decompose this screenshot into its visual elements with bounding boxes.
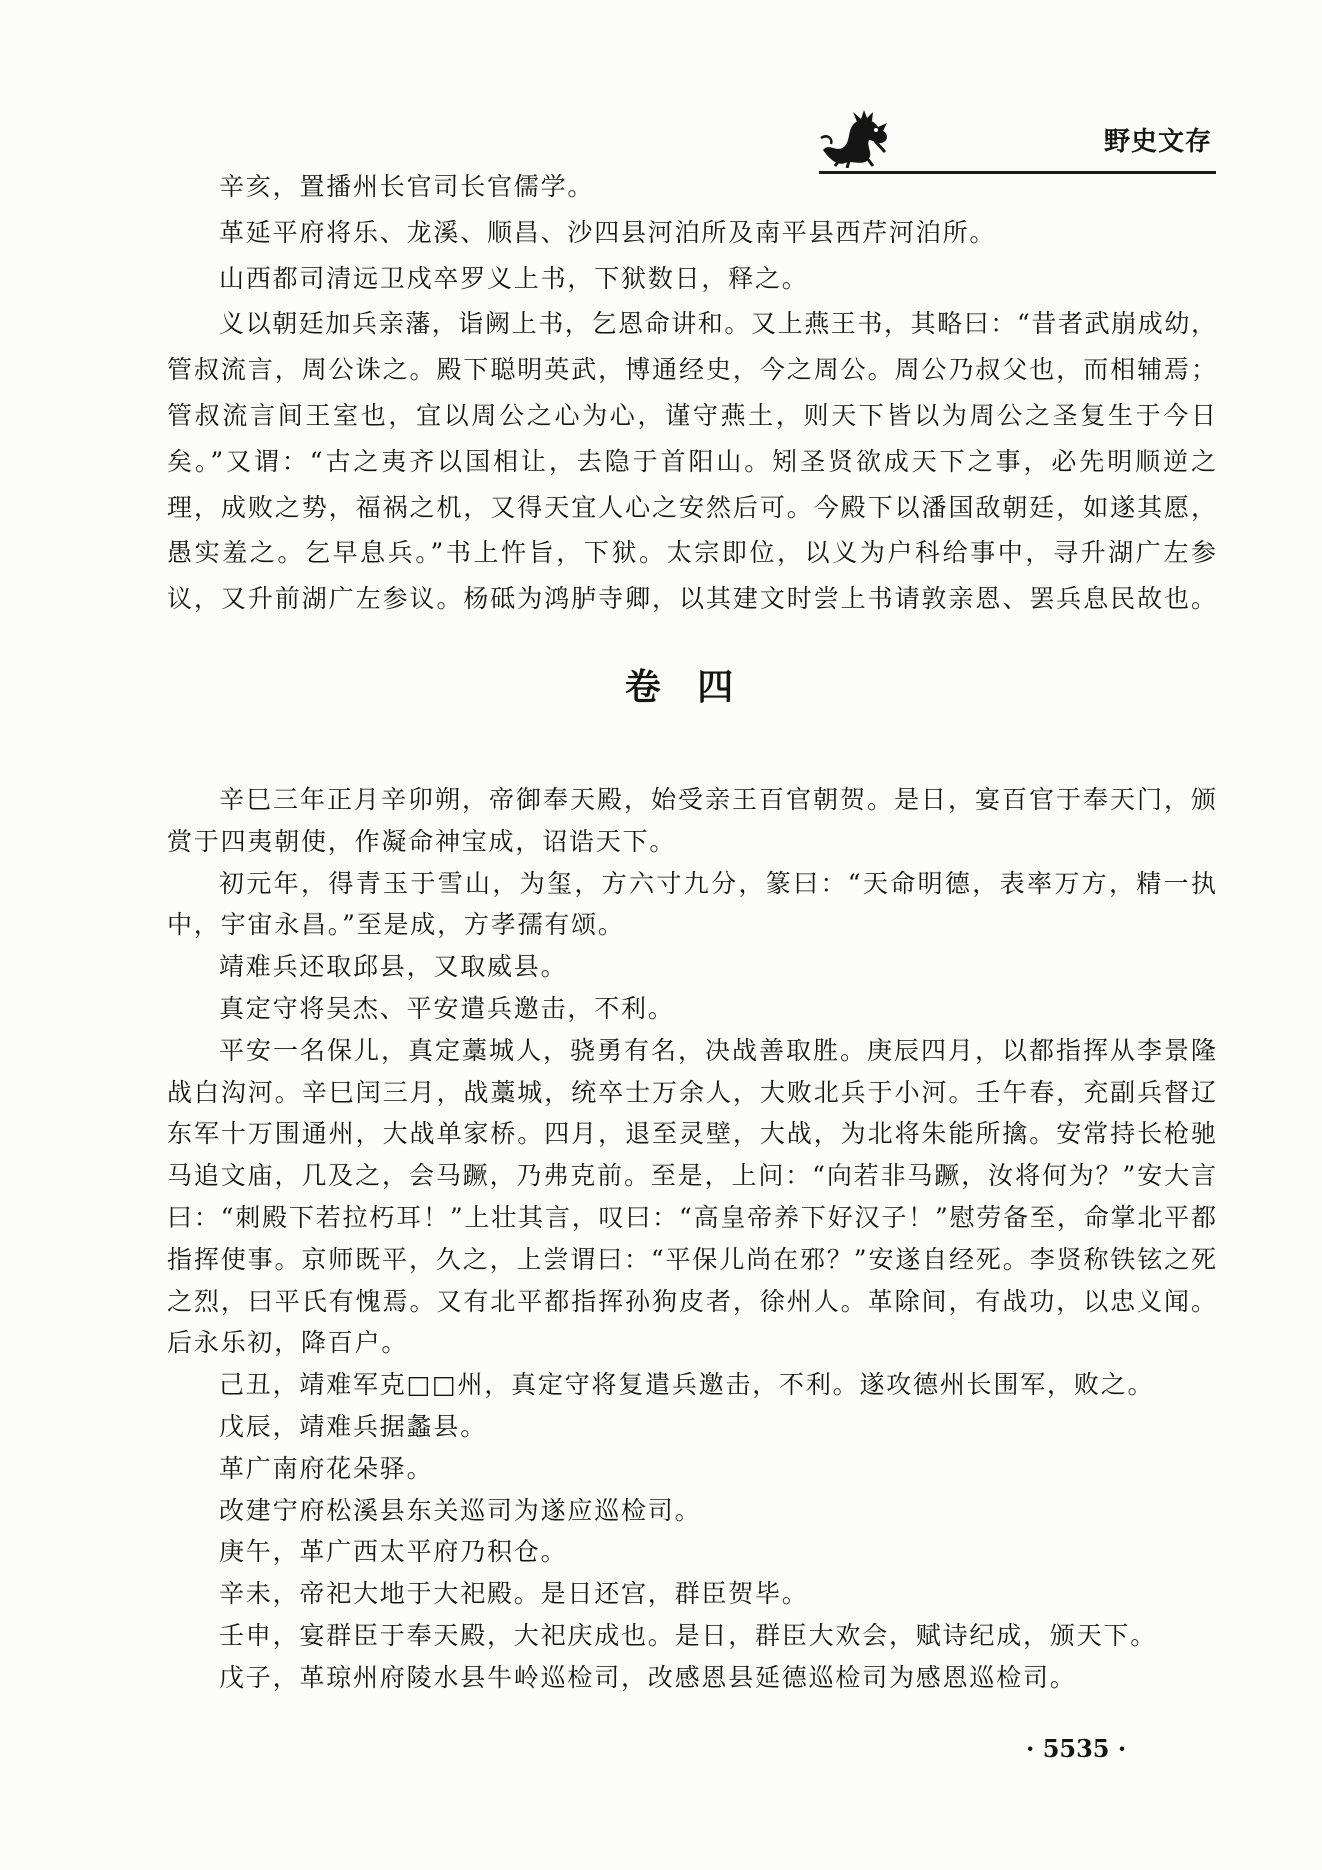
paragraph bbox=[167, 779, 1216, 863]
text-line: 革延平府将乐、龙溪、顺昌、沙四县河泊所及南平县西芹河泊所。 bbox=[219, 217, 997, 247]
text-line: 指挥使事。京师既平，久之，上尝谓曰：“平保儿尚在邪？”安遂自经死。李贤称铁铉之死 bbox=[167, 1244, 1216, 1274]
text-line: 矣。”又谓：“古之夷齐以国相让，去隐于首阳山。矧圣贤欲成天下之事，必先明顺逆之 bbox=[167, 446, 1216, 476]
text-line: 壬申，宴群臣于奉天殿，大祀庆成也。是日，群臣大欢会，赋诗纪成，颁天下。 bbox=[219, 1620, 1158, 1650]
text-line: 革广南府花朵驿。 bbox=[219, 1453, 434, 1483]
running-title: 野史文存 bbox=[1104, 127, 1213, 157]
text-line: 赏于四夷朝使，作凝命神宝成，诏诰天下。 bbox=[167, 826, 677, 856]
text-line: 愚实羞之。乞早息兵。”书上忤旨，下狱。太宗即位，以义为户科给事中，寻升湖广左参 bbox=[167, 538, 1216, 568]
paragraph bbox=[167, 1448, 1216, 1490]
paragraph bbox=[167, 1406, 1216, 1448]
paragraph bbox=[167, 1364, 1216, 1406]
paragraph bbox=[167, 988, 1216, 1030]
text-line: 义以朝廷加兵亲藩，诣阙上书，乞恩命讲和。又上燕王书，其略曰：“昔者武崩成幼， bbox=[219, 309, 1216, 339]
paragraph bbox=[167, 946, 1216, 988]
text-line: 庚午，革广西太平府乃积仓。 bbox=[219, 1537, 568, 1567]
text-line: 己丑，靖难军克□□州，真定守将复遣兵邀击，不利。遂攻德州长围军，败之。 bbox=[219, 1370, 1155, 1400]
text-line: 靖难兵还取邱县，又取威县。 bbox=[219, 952, 568, 982]
paragraph bbox=[167, 256, 1216, 302]
text-line: 马追文庙，几及之，会马蹶，乃弗克前。至是，上问：“向若非马蹶，汝将何为？”安大言 bbox=[167, 1161, 1216, 1191]
text-line: 理，成败之势，福祸之机，又得天宜人心之安然后可。今殿下以潘国敌朝廷，如遂其愿， bbox=[167, 492, 1216, 522]
text-line: 戊辰，靖难兵据蠡县。 bbox=[219, 1411, 488, 1441]
text-line: 曰：“刺殿下若拉朽耳！”上壮其言，叹曰：“高皇帝养下好汉子！”慰劳备至，命掌北平都 bbox=[167, 1202, 1216, 1232]
text-line: 辛巳三年正月辛卯朔，帝御奉天殿，始受亲王百官朝贺。是日，宴百官于奉天门，颁 bbox=[219, 785, 1216, 814]
paragraph bbox=[167, 1490, 1216, 1532]
text-line: 改建宁府松溪县东关巡司为遂应巡检司。 bbox=[219, 1495, 702, 1525]
paragraph bbox=[167, 863, 1216, 947]
text-line: 之烈，曰平氏有愧焉。又有北平都指挥孙狗皮者，徐州人。革除间，有战功，以忠义闻。 bbox=[167, 1286, 1216, 1316]
paragraph bbox=[167, 164, 1216, 210]
paragraph bbox=[167, 1531, 1216, 1573]
text-line: 东军十万围通州，大战单家桥。四月，退至灵壁，大战，为北将朱能所擒。安常持长枪驰 bbox=[167, 1119, 1216, 1149]
paragraph bbox=[167, 1615, 1216, 1657]
text-line: 真定守将吴杰、平安遣兵邀击，不利。 bbox=[219, 993, 675, 1023]
chapter-heading: 卷 四 bbox=[624, 666, 734, 708]
text-line: 中，宇宙永昌。”至是成，方孝孺有颂。 bbox=[167, 910, 625, 940]
paragraph bbox=[167, 1657, 1216, 1699]
text-line: 后永乐初，降百户。 bbox=[167, 1328, 409, 1358]
text-line: 平安一名保儿，真定藁城人，骁勇有名，决战善取胜。庚辰四月，以都指挥从李景隆 bbox=[219, 1035, 1216, 1065]
text-line: 初元年，得青玉于雪山，为玺，方六寸九分，篆曰：“天命明德，表率万方，精一执 bbox=[219, 868, 1216, 898]
paragraph bbox=[167, 210, 1216, 256]
paragraph bbox=[167, 1573, 1216, 1615]
dragon-logo-icon bbox=[819, 108, 893, 168]
page-number: · 5535 · bbox=[1026, 1734, 1127, 1763]
text-line: 山西都司清远卫戍卒罗义上书，下狱数日，释之。 bbox=[219, 263, 809, 293]
text-line: 辛未，帝祀大地于大祀殿。是日还宫，群臣贺毕。 bbox=[219, 1579, 809, 1609]
paragraph bbox=[167, 301, 1216, 622]
text-line: 辛亥，置播州长官司长官儒学。 bbox=[219, 172, 595, 201]
text-section-lower bbox=[167, 779, 1216, 1699]
text-line: 管叔流言间王室也，宜以周公之心为心，谨守燕土，则天下皆以为周公之圣复生于今日 bbox=[167, 400, 1216, 430]
text-line: 戊子，革琼州府陵水县牛岭巡检司，改感恩县延德巡检司为感恩巡检司。 bbox=[219, 1662, 1077, 1692]
text-line: 战白沟河。辛巳闰三月，战藁城，统卒士万余人，大败北兵于小河。壬午春，充副兵督辽 bbox=[167, 1077, 1216, 1107]
paragraph bbox=[167, 1030, 1216, 1364]
text-line: 议，又升前湖广左参议。杨砥为鸿胪寺卿，以其建文时尝上书请敦亲恩、罢兵息民故也。 bbox=[167, 584, 1216, 614]
text-line: 管叔流言，周公诛之。殿下聪明英武，博通经史，今之周公。周公乃叔父也，而相辅焉； bbox=[167, 355, 1216, 385]
text-section-upper bbox=[167, 164, 1216, 622]
